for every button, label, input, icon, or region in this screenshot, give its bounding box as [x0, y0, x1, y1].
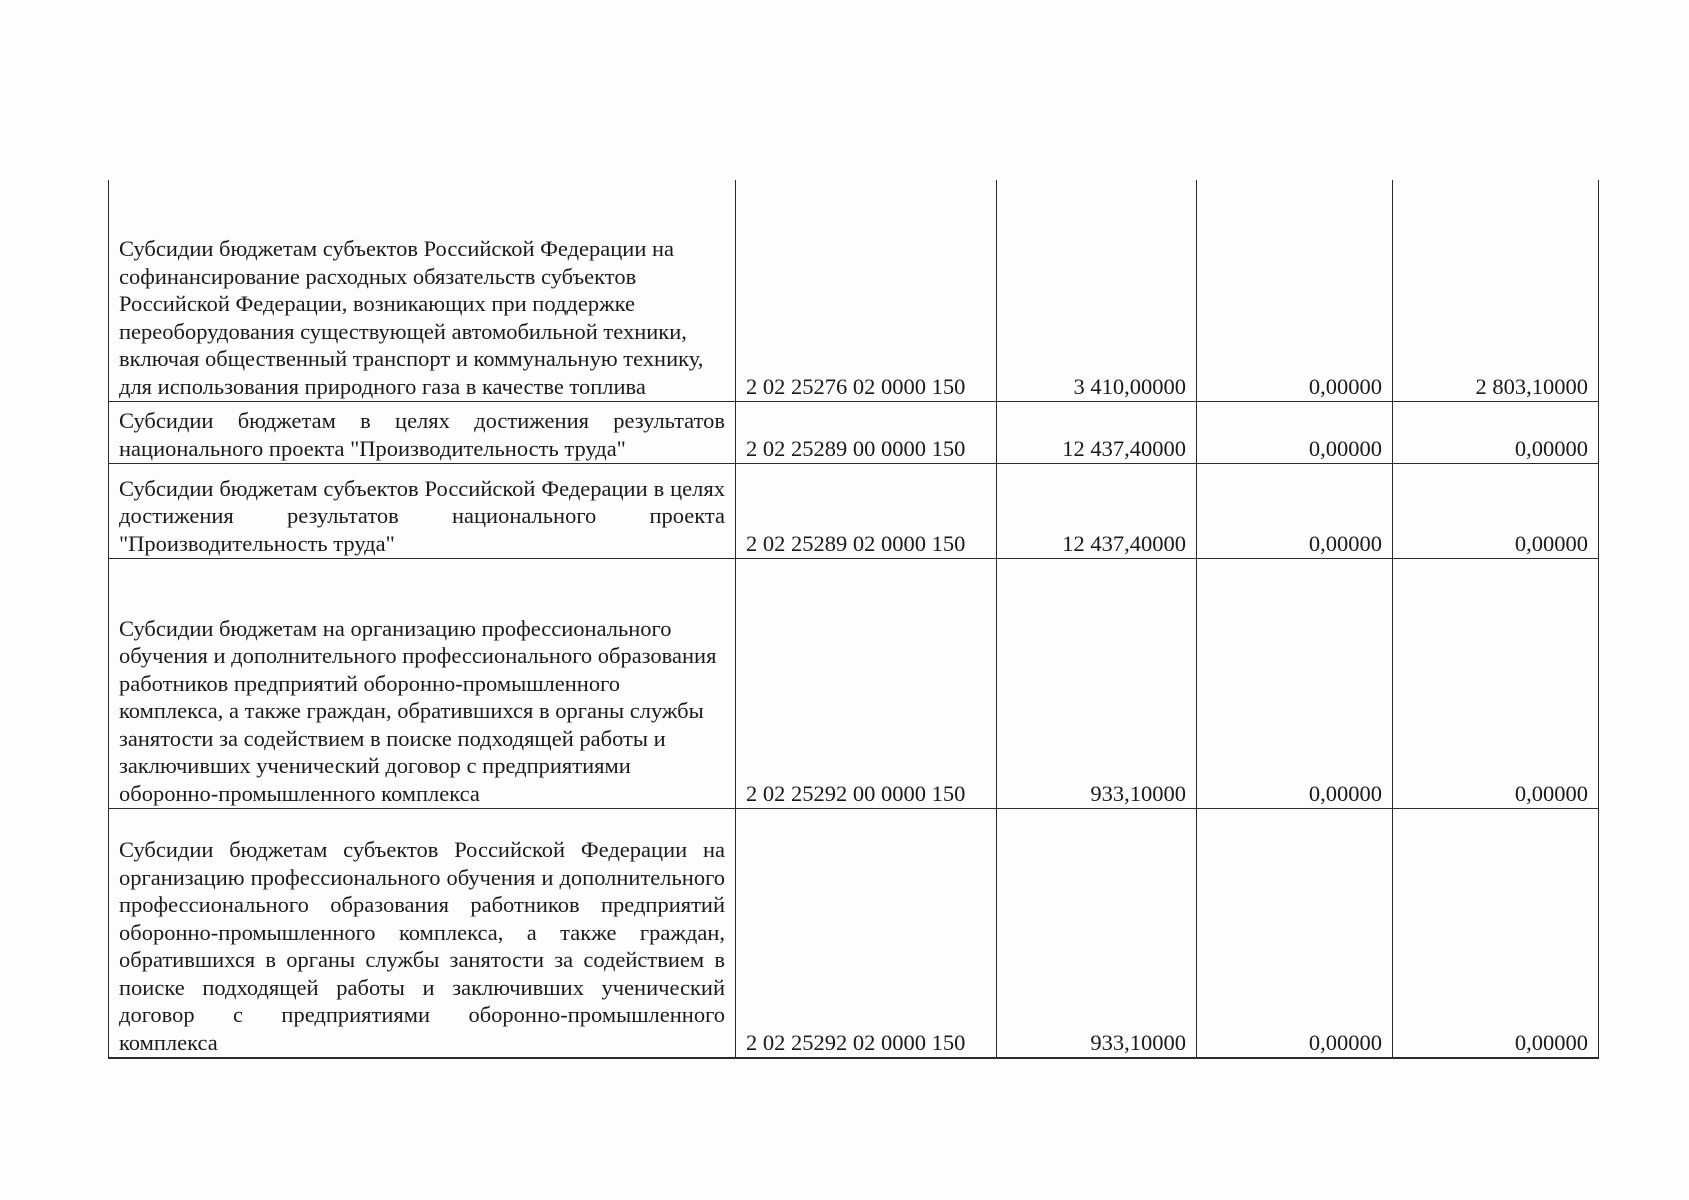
row-value-1: 3 410,00000: [1073, 373, 1186, 399]
row-code: 2 02 25292 00 0000 150: [746, 780, 966, 806]
row-code: 2 02 25292 02 0000 150: [746, 1029, 966, 1055]
row-value-1: 933,10000: [1090, 780, 1186, 806]
row-name-cell: [109, 180, 736, 402]
table-row: [109, 464, 1599, 559]
row-value-1-cell: [997, 464, 1197, 559]
row-value-2: 0,00000: [1308, 373, 1382, 399]
table-row: [109, 809, 1599, 1059]
row-value-1-cell: [997, 809, 1197, 1059]
row-code: 2 02 25276 02 0000 150: [746, 373, 966, 399]
row-value-3-cell: [1393, 180, 1599, 402]
row-value-1: 12 437,40000: [1062, 435, 1186, 461]
row-value-2: 0,00000: [1308, 530, 1382, 556]
row-value-1: 933,10000: [1090, 1029, 1186, 1055]
row-value-3: 0,00000: [1514, 530, 1588, 556]
row-name-cell: [109, 809, 736, 1059]
row-value-2: 0,00000: [1308, 780, 1382, 806]
table-row: [109, 180, 1599, 402]
row-value-1-cell: [997, 402, 1197, 464]
row-name: Субсидии бюджетам в целях достижения результатов национального проекта "Производительность труда": [119, 408, 725, 461]
row-value-2-cell: [1197, 464, 1393, 559]
row-name: Субсидии бюджетам субъектов Российской Федерации в целях достижения результатов национального проекта "Производительность труда": [119, 475, 725, 556]
row-value-3: 0,00000: [1514, 1029, 1588, 1055]
row-value-3-cell: [1393, 402, 1599, 464]
row-code-cell: [736, 559, 997, 809]
table-row: [109, 559, 1599, 809]
row-code-cell: [736, 402, 997, 464]
row-value-2-cell: [1197, 809, 1393, 1059]
row-code: 2 02 25289 02 0000 150: [746, 530, 966, 556]
row-name: Субсидии бюджетам субъектов Российской Федерации на софинансирование расходных обязательств субъектов Российской Федерации, возникающих при поддержке переоборудования существующей автомобильной техники, включая общественный транспорт и коммунальную технику, для использования природного газа в качестве топлива: [119, 236, 704, 399]
row-name-cell: [109, 464, 736, 559]
row-value-3: 2 803,10000: [1475, 373, 1588, 399]
budget-revenue-table: [108, 180, 1599, 1059]
row-value-1: 12 437,40000: [1062, 530, 1186, 556]
row-code-cell: [736, 809, 997, 1059]
table-row: [109, 402, 1599, 464]
row-code: 2 02 25289 00 0000 150: [746, 435, 966, 461]
row-code-cell: [736, 180, 997, 402]
row-value-1-cell: [997, 180, 1197, 402]
row-value-2: 0,00000: [1308, 435, 1382, 461]
row-name: Субсидии бюджетам на организацию профессионального обучения и дополнительного профессионального образования работников предприятий оборонно-промышленного комплекса, а также граждан, обратившихся в органы службы занятости за содействием в поиске подходящей работы и заключивших ученический договор с предприятиями оборонно-промышленного комплекса: [119, 615, 717, 806]
row-value-2-cell: [1197, 559, 1393, 809]
row-value-3-cell: [1393, 559, 1599, 809]
row-value-2: 0,00000: [1308, 1029, 1382, 1055]
row-code-cell: [736, 464, 997, 559]
row-value-2-cell: [1197, 402, 1393, 464]
row-name: Субсидии бюджетам субъектов Российской Федерации на организацию профессионального обучения и дополнительного профессионального образования работников предприятий оборонно-промышленного комплекса, а также граждан, обратившихся в органы службы занятости за содействием в поиске подходящей работы и заключивших ученический договор с предприятиями оборонно-промышленного комплекса: [119, 837, 725, 1055]
row-name-cell: [109, 559, 736, 809]
row-value-3: 0,00000: [1514, 780, 1588, 806]
row-value-3-cell: [1393, 809, 1599, 1059]
row-name-cell: [109, 402, 736, 464]
row-value-3: 0,00000: [1514, 435, 1588, 461]
row-value-3-cell: [1393, 464, 1599, 559]
row-value-1-cell: [997, 559, 1197, 809]
row-value-2-cell: [1197, 180, 1393, 402]
